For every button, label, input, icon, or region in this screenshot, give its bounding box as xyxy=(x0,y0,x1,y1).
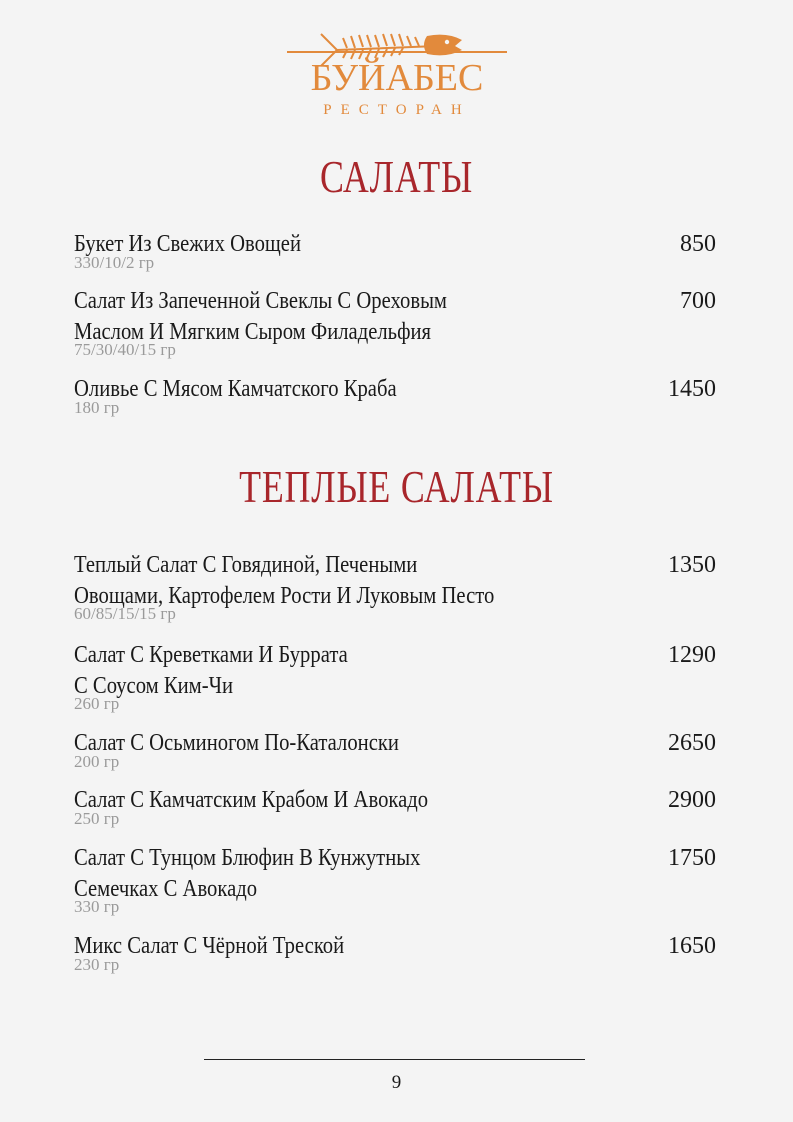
menu-item xyxy=(74,843,716,916)
fish-skeleton-logo-icon xyxy=(287,30,507,120)
item-price: 1650 xyxy=(668,933,716,959)
item-name: Оливье С Мясом Камчатского Краба xyxy=(74,376,397,402)
menu-item xyxy=(74,229,716,272)
item-weight: 260 гр xyxy=(74,694,120,713)
item-name: Салат С Тунцом Блюфин В Кунжутных Семечках С Авокадо xyxy=(74,845,421,902)
footer-divider xyxy=(204,1059,585,1060)
item-weight: 180 гр xyxy=(74,398,120,417)
menu-item xyxy=(74,374,716,417)
item-name: Салат С Камчатским Крабом И Авокадо xyxy=(74,787,429,813)
item-weight: 200 гр xyxy=(74,752,120,771)
brand-name: БУЙАБЕС xyxy=(310,57,483,99)
menu-item xyxy=(74,931,716,974)
item-name: Теплый Салат С Говядиной, Печеными Овощами, Картофелем Рости И Луковым Песто xyxy=(74,552,495,609)
section-title-warm-salads: ТЕПЛЫЕ САЛАТЫ xyxy=(239,461,554,512)
item-weight: 230 гр xyxy=(74,955,120,974)
section-title-salads: САЛАТЫ xyxy=(319,151,474,202)
page-number: 9 xyxy=(391,1072,402,1093)
menu-item xyxy=(74,550,716,623)
item-name: Микс Салат С Чёрной Треской xyxy=(74,933,345,959)
item-price: 850 xyxy=(680,231,716,257)
item-price: 1350 xyxy=(668,552,716,578)
item-weight: 250 гр xyxy=(74,809,120,828)
menu-item xyxy=(74,286,716,359)
item-weight: 75/30/40/15 гр xyxy=(74,340,176,359)
brand-subtitle: РЕСТОРАН xyxy=(322,102,471,118)
restaurant-logo xyxy=(0,30,793,120)
item-price: 700 xyxy=(680,288,716,314)
item-name: Салат Из Запеченной Свеклы С Ореховым Маслом И Мягким Сыром Филадельфия xyxy=(74,288,447,345)
menu-item xyxy=(74,728,716,771)
menu-item xyxy=(74,640,716,713)
item-weight: 60/85/15/15 гр xyxy=(74,604,176,623)
item-price: 1750 xyxy=(668,845,716,871)
item-name: Салат С Осьминогом По-Каталонски xyxy=(74,730,399,756)
item-weight: 330/10/2 гр xyxy=(74,253,155,272)
item-price: 2900 xyxy=(668,787,716,813)
item-price: 1450 xyxy=(668,376,716,402)
item-name: Букет Из Свежих Овощей xyxy=(74,231,301,257)
menu-item xyxy=(74,785,716,828)
item-name: Салат С Креветками И Буррата С Соусом Ким-Чи xyxy=(74,642,348,699)
item-weight: 330 гр xyxy=(74,897,120,916)
item-price: 1290 xyxy=(668,642,716,668)
item-price: 2650 xyxy=(668,730,716,756)
